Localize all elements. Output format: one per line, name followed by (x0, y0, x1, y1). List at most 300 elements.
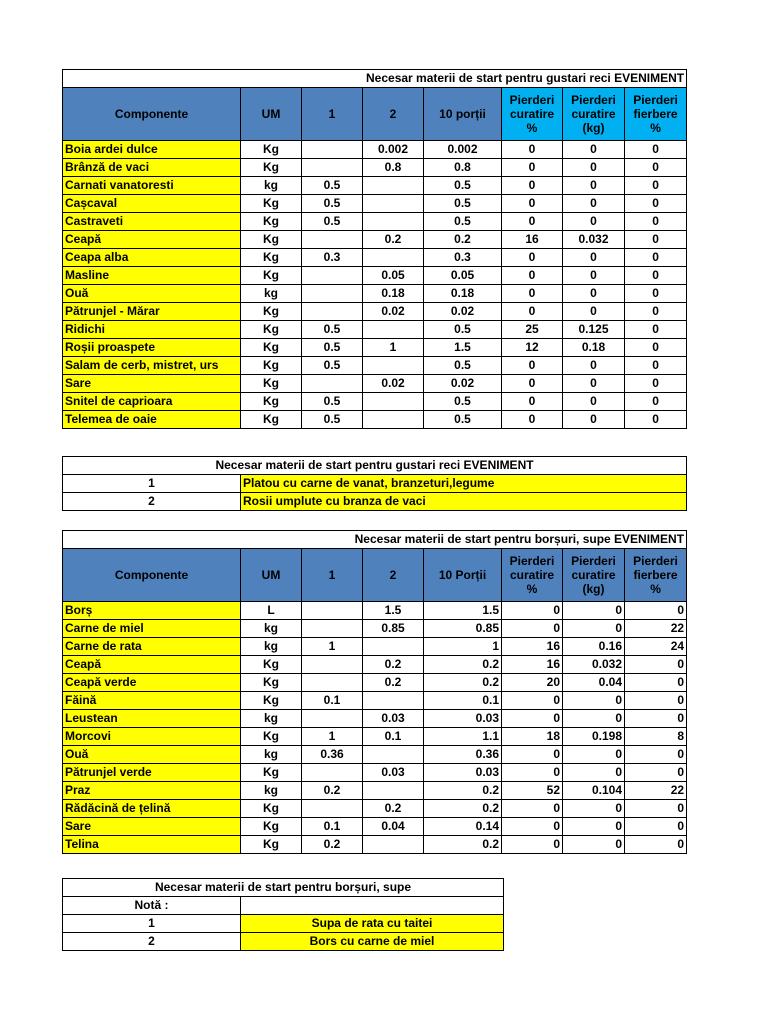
qty-10-portions: 0.2 (424, 836, 502, 854)
table-row (63, 357, 687, 375)
loss-cleaning-kg: 0 (563, 375, 625, 393)
qty-1 (302, 267, 363, 285)
loss-boiling-pct: 0 (625, 159, 687, 177)
loss-cleaning-kg: 0 (563, 303, 625, 321)
table-row (63, 764, 687, 782)
table-title: Necesar materii de start pentru gustari reci EVENIMENT (63, 70, 687, 88)
table-row (63, 782, 687, 800)
loss-cleaning-kg: 0.04 (563, 674, 625, 692)
unit: Kg (241, 728, 302, 746)
qty-2: 0.2 (363, 231, 424, 249)
qty-1: 0.5 (302, 213, 363, 231)
loss-cleaning-pct: 0 (502, 411, 563, 429)
note-title: Necesar materii de start pentru borșuri, supe (63, 879, 504, 897)
qty-1 (302, 285, 363, 303)
qty-10-portions: 0.02 (424, 303, 502, 321)
component-name: Leustean (63, 710, 241, 728)
loss-cleaning-kg: 0 (563, 800, 625, 818)
component-name: Pătrunjel - Mărar (63, 303, 241, 321)
loss-cleaning-kg: 0 (563, 195, 625, 213)
qty-10-portions: 0.85 (424, 620, 502, 638)
component-name: Ceapă (63, 656, 241, 674)
loss-boiling-pct: 0 (625, 674, 687, 692)
loss-cleaning-pct: 0 (502, 393, 563, 411)
table-row (63, 195, 687, 213)
loss-boiling-pct: 0 (625, 818, 687, 836)
component-name: Roșii proaspete (63, 339, 241, 357)
qty-1 (302, 303, 363, 321)
loss-cleaning-pct: 20 (502, 674, 563, 692)
qty-1 (302, 159, 363, 177)
loss-cleaning-pct: 0 (502, 602, 563, 620)
table-row (63, 620, 687, 638)
unit: kg (241, 177, 302, 195)
qty-1: 0.5 (302, 177, 363, 195)
qty-1: 0.2 (302, 836, 363, 854)
ingredients-table-soups (62, 530, 687, 854)
loss-cleaning-pct: 0 (502, 620, 563, 638)
note-item-text: Platou cu carne de vanat, branzeturi,legume (241, 475, 687, 493)
qty-2: 0.8 (363, 159, 424, 177)
qty-2 (363, 638, 424, 656)
loss-cleaning-kg: 0 (563, 141, 625, 159)
loss-boiling-pct: 0 (625, 411, 687, 429)
table-row (63, 674, 687, 692)
qty-2: 0.02 (363, 303, 424, 321)
loss-boiling-pct: 22 (625, 620, 687, 638)
qty-1: 0.1 (302, 692, 363, 710)
component-name: Ceapa alba (63, 249, 241, 267)
loss-boiling-pct: 0 (625, 339, 687, 357)
table-title: Necesar materii de start pentru borșuri, supe EVENIMENT (63, 531, 687, 549)
qty-1 (302, 231, 363, 249)
unit: kg (241, 285, 302, 303)
loss-boiling-pct: 0 (625, 692, 687, 710)
qty-1 (302, 602, 363, 620)
table-row (63, 746, 687, 764)
unit: Kg (241, 357, 302, 375)
loss-cleaning-kg: 0 (563, 836, 625, 854)
loss-cleaning-kg: 0 (563, 710, 625, 728)
qty-10-portions: 0.8 (424, 159, 502, 177)
loss-boiling-pct: 0 (625, 357, 687, 375)
component-name: Ridichi (63, 321, 241, 339)
component-name: Cașcaval (63, 195, 241, 213)
loss-boiling-pct: 0 (625, 836, 687, 854)
qty-10-portions: 0.03 (424, 710, 502, 728)
unit: Kg (241, 195, 302, 213)
qty-10-portions: 0.5 (424, 177, 502, 195)
qty-2 (363, 249, 424, 267)
unit: Kg (241, 141, 302, 159)
component-name: Boia ardei dulce (63, 141, 241, 159)
qty-2: 0.03 (363, 764, 424, 782)
qty-10-portions: 0.002 (424, 141, 502, 159)
col-header-2: 2 (363, 88, 424, 141)
unit: Kg (241, 303, 302, 321)
note-item-number: 1 (63, 915, 241, 933)
qty-1: 0.5 (302, 321, 363, 339)
qty-1: 1 (302, 638, 363, 656)
qty-10-portions: 0.03 (424, 764, 502, 782)
qty-2 (363, 746, 424, 764)
note-item-text: Bors cu carne de miel (241, 933, 504, 951)
loss-boiling-pct: 0 (625, 249, 687, 267)
qty-2: 0.02 (363, 375, 424, 393)
qty-10-portions: 0.2 (424, 674, 502, 692)
table-row (63, 728, 687, 746)
component-name: Carne de rata (63, 638, 241, 656)
table-row (63, 213, 687, 231)
qty-10-portions: 0.2 (424, 231, 502, 249)
qty-2: 0.03 (363, 710, 424, 728)
loss-boiling-pct: 0 (625, 602, 687, 620)
qty-10-portions: 0.05 (424, 267, 502, 285)
qty-2: 0.2 (363, 656, 424, 674)
loss-cleaning-kg: 0.032 (563, 656, 625, 674)
table-row (63, 141, 687, 159)
loss-cleaning-pct: 0 (502, 836, 563, 854)
note-item-text: Supa de rata cu taitei (241, 915, 504, 933)
loss-boiling-pct: 0 (625, 141, 687, 159)
unit: Kg (241, 656, 302, 674)
loss-cleaning-pct: 0 (502, 141, 563, 159)
qty-10-portions: 1.1 (424, 728, 502, 746)
unit: kg (241, 746, 302, 764)
loss-cleaning-pct: 52 (502, 782, 563, 800)
loss-cleaning-kg: 0 (563, 393, 625, 411)
loss-cleaning-pct: 0 (502, 375, 563, 393)
loss-cleaning-kg: 0 (563, 357, 625, 375)
loss-boiling-pct: 0 (625, 285, 687, 303)
col-header-2: 2 (363, 549, 424, 602)
qty-1: 0.5 (302, 195, 363, 213)
loss-cleaning-kg: 0.104 (563, 782, 625, 800)
table-row (63, 159, 687, 177)
qty-2: 0.2 (363, 800, 424, 818)
col-header-loss-cleaning-kg: Pierderi curatire (kg) (563, 88, 625, 141)
qty-10-portions: 0.5 (424, 195, 502, 213)
loss-boiling-pct: 0 (625, 656, 687, 674)
qty-10-portions: 1.5 (424, 339, 502, 357)
unit: kg (241, 710, 302, 728)
component-name: Ouă (63, 285, 241, 303)
qty-1: 0.5 (302, 357, 363, 375)
qty-2: 0.2 (363, 674, 424, 692)
recipes-note-cold-appetizers (62, 456, 687, 511)
component-name: Ceapă verde (63, 674, 241, 692)
component-name: Sare (63, 375, 241, 393)
qty-1 (302, 620, 363, 638)
note-title: Necesar materii de start pentru gustari reci EVENIMENT (63, 457, 687, 475)
col-header-1: 1 (302, 88, 363, 141)
table-row (63, 836, 687, 854)
loss-cleaning-pct: 0 (502, 764, 563, 782)
loss-cleaning-pct: 0 (502, 249, 563, 267)
loss-cleaning-pct: 0 (502, 195, 563, 213)
table-row (63, 321, 687, 339)
qty-1 (302, 141, 363, 159)
component-name: Făină (63, 692, 241, 710)
unit: kg (241, 638, 302, 656)
loss-cleaning-kg: 0 (563, 159, 625, 177)
loss-cleaning-kg: 0.032 (563, 231, 625, 249)
table-row (63, 710, 687, 728)
qty-2 (363, 321, 424, 339)
col-header-loss-boiling-pct: Pierderi fierbere % (625, 88, 687, 141)
loss-cleaning-pct: 0 (502, 710, 563, 728)
qty-10-portions: 0.18 (424, 285, 502, 303)
note-item-number: 2 (63, 493, 241, 511)
table-row (63, 818, 687, 836)
loss-cleaning-pct: 0 (502, 267, 563, 285)
loss-cleaning-pct: 0 (502, 303, 563, 321)
qty-2 (363, 836, 424, 854)
loss-cleaning-kg: 0 (563, 764, 625, 782)
col-header-10-portions: 10 Porții (424, 549, 502, 602)
loss-boiling-pct: 0 (625, 195, 687, 213)
qty-10-portions: 1.5 (424, 602, 502, 620)
loss-cleaning-pct: 16 (502, 638, 563, 656)
loss-cleaning-pct: 0 (502, 746, 563, 764)
loss-boiling-pct: 0 (625, 303, 687, 321)
qty-2 (363, 782, 424, 800)
qty-2 (363, 357, 424, 375)
unit: Kg (241, 159, 302, 177)
note-item-text: Rosii umplute cu branza de vaci (241, 493, 687, 511)
loss-cleaning-pct: 16 (502, 656, 563, 674)
table-row (63, 602, 687, 620)
loss-cleaning-pct: 16 (502, 231, 563, 249)
table-row (63, 692, 687, 710)
loss-boiling-pct: 0 (625, 177, 687, 195)
qty-1 (302, 674, 363, 692)
unit: L (241, 602, 302, 620)
qty-2 (363, 213, 424, 231)
unit: Kg (241, 836, 302, 854)
loss-cleaning-kg: 0.125 (563, 321, 625, 339)
loss-boiling-pct: 0 (625, 375, 687, 393)
loss-cleaning-kg: 0 (563, 620, 625, 638)
qty-1: 1 (302, 728, 363, 746)
qty-10-portions: 0.3 (424, 249, 502, 267)
component-name: Morcovi (63, 728, 241, 746)
table-row (63, 393, 687, 411)
col-header-loss-cleaning-pct: Pierderi curatire % (502, 88, 563, 141)
loss-boiling-pct: 0 (625, 764, 687, 782)
loss-cleaning-pct: 0 (502, 692, 563, 710)
loss-cleaning-pct: 25 (502, 321, 563, 339)
loss-cleaning-kg: 0 (563, 285, 625, 303)
qty-2: 0.85 (363, 620, 424, 638)
loss-boiling-pct: 0 (625, 393, 687, 411)
unit: Kg (241, 321, 302, 339)
table-row (63, 656, 687, 674)
recipes-note-soups (62, 878, 504, 951)
component-name: Snitel de caprioara (63, 393, 241, 411)
loss-cleaning-kg: 0.198 (563, 728, 625, 746)
ingredients-table-cold-appetizers (62, 69, 687, 429)
qty-10-portions: 0.5 (424, 393, 502, 411)
loss-boiling-pct: 0 (625, 321, 687, 339)
qty-10-portions: 0.1 (424, 692, 502, 710)
table-row (63, 285, 687, 303)
qty-2: 0.1 (363, 728, 424, 746)
col-header-1: 1 (302, 549, 363, 602)
component-name: Masline (63, 267, 241, 285)
qty-10-portions: 0.36 (424, 746, 502, 764)
qty-2 (363, 393, 424, 411)
loss-cleaning-kg: 0 (563, 746, 625, 764)
unit: kg (241, 782, 302, 800)
qty-10-portions: 0.2 (424, 800, 502, 818)
component-name: Rădăcină de țelină (63, 800, 241, 818)
unit: Kg (241, 249, 302, 267)
loss-cleaning-pct: 0 (502, 818, 563, 836)
qty-10-portions: 0.2 (424, 656, 502, 674)
qty-10-portions: 1 (424, 638, 502, 656)
loss-cleaning-pct: 0 (502, 357, 563, 375)
component-name: Brânză de vaci (63, 159, 241, 177)
col-header-components: Componente (63, 549, 241, 602)
component-name: Telemea de oaie (63, 411, 241, 429)
component-name: Carnati vanatoresti (63, 177, 241, 195)
unit: Kg (241, 213, 302, 231)
qty-10-portions: 0.5 (424, 321, 502, 339)
unit: kg (241, 620, 302, 638)
qty-10-portions: 0.14 (424, 818, 502, 836)
qty-1: 0.36 (302, 746, 363, 764)
qty-2: 1 (363, 339, 424, 357)
col-header-10-portions: 10 porții (424, 88, 502, 141)
qty-1: 0.3 (302, 249, 363, 267)
col-header-loss-boiling-pct: Pierderi fierbere % (625, 549, 687, 602)
qty-10-portions: 0.5 (424, 411, 502, 429)
col-header-components: Componente (63, 88, 241, 141)
component-name: Ouă (63, 746, 241, 764)
table-row (63, 339, 687, 357)
table-row (63, 303, 687, 321)
note-empty-cell (241, 897, 504, 915)
unit: Kg (241, 692, 302, 710)
qty-2: 0.18 (363, 285, 424, 303)
table-row (63, 249, 687, 267)
loss-cleaning-kg: 0 (563, 267, 625, 285)
unit: Kg (241, 267, 302, 285)
loss-cleaning-pct: 0 (502, 159, 563, 177)
qty-1 (302, 656, 363, 674)
loss-boiling-pct: 22 (625, 782, 687, 800)
loss-cleaning-kg: 0 (563, 213, 625, 231)
loss-boiling-pct: 0 (625, 800, 687, 818)
loss-cleaning-pct: 0 (502, 213, 563, 231)
note-label: Notă : (63, 897, 241, 915)
component-name: Sare (63, 818, 241, 836)
component-name: Castraveti (63, 213, 241, 231)
loss-boiling-pct: 24 (625, 638, 687, 656)
note-item-number: 1 (63, 475, 241, 493)
table-row (63, 267, 687, 285)
unit: Kg (241, 339, 302, 357)
loss-cleaning-kg: 0 (563, 602, 625, 620)
qty-10-portions: 0.5 (424, 357, 502, 375)
qty-1: 0.5 (302, 393, 363, 411)
qty-1 (302, 710, 363, 728)
loss-cleaning-pct: 12 (502, 339, 563, 357)
qty-10-portions: 0.02 (424, 375, 502, 393)
loss-boiling-pct: 0 (625, 267, 687, 285)
qty-1: 0.1 (302, 818, 363, 836)
loss-boiling-pct: 0 (625, 231, 687, 249)
component-name: Telina (63, 836, 241, 854)
loss-cleaning-kg: 0 (563, 249, 625, 267)
loss-boiling-pct: 8 (625, 728, 687, 746)
qty-2 (363, 177, 424, 195)
unit: Kg (241, 818, 302, 836)
component-name: Ceapă (63, 231, 241, 249)
table-row (63, 411, 687, 429)
component-name: Salam de cerb, mistret, urs (63, 357, 241, 375)
qty-1: 0.5 (302, 411, 363, 429)
component-name: Carne de miel (63, 620, 241, 638)
qty-10-portions: 0.5 (424, 213, 502, 231)
table-row (63, 177, 687, 195)
note-item-number: 2 (63, 933, 241, 951)
col-header-loss-cleaning-pct: Pierderi curatire % (502, 549, 563, 602)
loss-cleaning-pct: 0 (502, 800, 563, 818)
unit: Kg (241, 231, 302, 249)
table-row (63, 638, 687, 656)
table-row (63, 375, 687, 393)
unit: Kg (241, 393, 302, 411)
loss-cleaning-kg: 0 (563, 692, 625, 710)
qty-2: 1.5 (363, 602, 424, 620)
unit: Kg (241, 375, 302, 393)
loss-cleaning-kg: 0.18 (563, 339, 625, 357)
qty-1 (302, 764, 363, 782)
loss-cleaning-pct: 0 (502, 177, 563, 195)
loss-cleaning-kg: 0.16 (563, 638, 625, 656)
qty-2 (363, 692, 424, 710)
loss-cleaning-pct: 18 (502, 728, 563, 746)
qty-2: 0.002 (363, 141, 424, 159)
qty-10-portions: 0.2 (424, 782, 502, 800)
table-row (63, 231, 687, 249)
component-name: Praz (63, 782, 241, 800)
qty-2 (363, 411, 424, 429)
qty-1: 0.2 (302, 782, 363, 800)
component-name: Borș (63, 602, 241, 620)
col-header-um: UM (241, 549, 302, 602)
col-header-um: UM (241, 88, 302, 141)
table-row (63, 800, 687, 818)
loss-boiling-pct: 0 (625, 213, 687, 231)
qty-2 (363, 195, 424, 213)
loss-boiling-pct: 0 (625, 710, 687, 728)
qty-1: 0.5 (302, 339, 363, 357)
loss-cleaning-kg: 0 (563, 411, 625, 429)
qty-1 (302, 800, 363, 818)
unit: Kg (241, 800, 302, 818)
unit: Kg (241, 674, 302, 692)
qty-2: 0.05 (363, 267, 424, 285)
qty-2: 0.04 (363, 818, 424, 836)
loss-boiling-pct: 0 (625, 746, 687, 764)
qty-1 (302, 375, 363, 393)
col-header-loss-cleaning-kg: Pierderi curatire (kg) (563, 549, 625, 602)
loss-cleaning-kg: 0 (563, 818, 625, 836)
loss-cleaning-kg: 0 (563, 177, 625, 195)
